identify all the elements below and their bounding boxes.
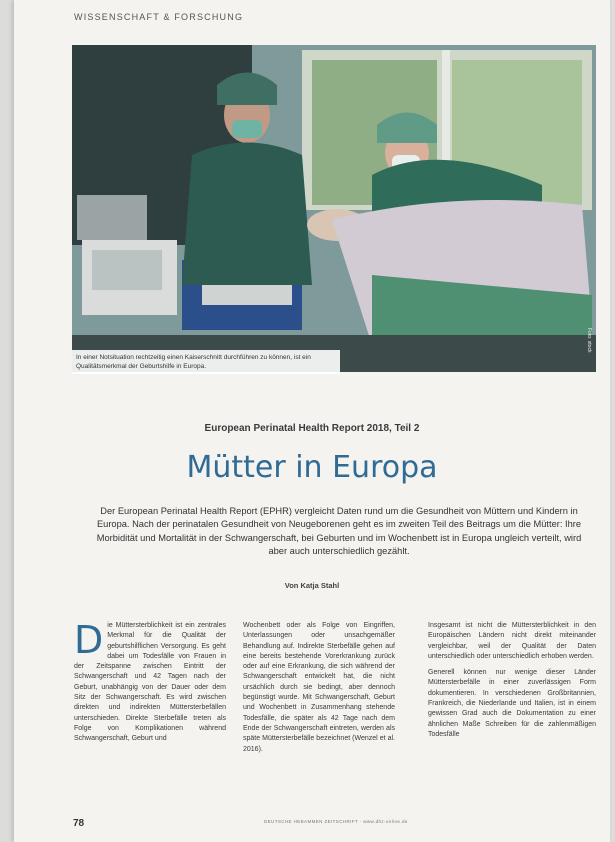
article-byline: Von Katja Stahl xyxy=(284,581,340,590)
article-column-1 xyxy=(74,618,226,745)
article-lede: Der European Perinatal Health Report (EPHR) vergleicht Daten rund um die Gesundheit von Müttern und Kindern in Europa. Nach der perinatalen Gesundheit von Neugeborenen geht es im zweiten Teil des Beitrags um die Mütter: Ihre Morbidität und Mortalität in der Schwangerschaft, bei Geburten und im Wochenbett ist in Europa ungleich verteilt, wird aber auch unterschiedlich gezählt. xyxy=(96,506,582,556)
column-3-paragraph-2: Generell können nur wenige dieser Länder Müttersterbefälle in einer zuverlässigen Form dokumentieren. In verschiedenen Großbritannien, Frankreich, die Niederlande und Italien, ist in einem gewissen Grad auch die Dokumentation zu einer ähnlichen Maße Schreiben für die zahlenmäßigen Todesfälle xyxy=(428,669,596,738)
page-number: 78 xyxy=(73,818,85,829)
running-footer: DEUTSCHE HEBAMMEN ZEITSCHRIFT · www.dhz-online.de xyxy=(264,819,408,824)
article-column-3 xyxy=(428,621,596,740)
article-photo xyxy=(72,45,596,372)
drop-cap: D xyxy=(74,618,104,662)
section-label: WISSENSCHAFT & FORSCHUNG xyxy=(74,12,244,22)
magazine-page xyxy=(14,0,610,842)
column-1-text: ie Müttersterblichkeit ist ein zentrales Merkmal für die Qualität der geburtshilflichen Versorgung. Es geht dabei um Todesfälle von Frauen in der Zeitspanne zwischen Eintritt der Schwangerschaft und 42 Tagen nach der Geburt, unabhängig von der Dauer oder dem Sitz der Schwangerschaft. Es wird zwischen direkten und indirekten Müttersterbefällen unterschieden. Direkte Sterbefälle treten als Folge von Komplikationen während Schwangerschaft, Geburt und xyxy=(74,622,226,743)
photo-caption: In einer Notsituation rechtzeitig einen Kaiserschnitt durchführen zu können, ist ein Qualitätsmerkmal der Geburtshilfe in Europa. xyxy=(72,350,340,374)
operating-room-illustration xyxy=(72,45,596,372)
article-headline: Mütter in Europa xyxy=(186,450,438,485)
article-kicker: European Perinatal Health Report 2018, Teil 2 xyxy=(204,423,420,434)
photo-credit: Foto: stock xyxy=(586,327,592,352)
article-column-2 xyxy=(243,621,395,755)
column-2-text: Wochenbett oder als Folge von Eingriffen, Unterlassungen oder unsachgemäßer Behandlung auf. Indirekte Sterbefälle gehen auf eine bereits bestehende Vorerkrankung zurück oder auf eine Erkrankung, die sich während der Schwangerschaft entwickelt hat, die nicht ursächlich durch sie bedingt, aber dennoch begünstigt wurde. Mit Schwangerschaft, Geburt und Wochenbett in Zusammenhang stehende Todesfälle, die später als 42 Tage nach dem Ende der Schwangerschaft eintreten, werden als späte Müttersterbefälle bezeichnet (Wenzel et al. 2016). xyxy=(243,622,395,753)
column-3-paragraph-1: Insgesamt ist nicht die Müttersterblichkeit in den Europäischen Ländern nicht direkt miteinander vergleichbar, weil der Qualität der Daten unterschiedlich oder unterschiedlich erhoben werden. xyxy=(428,622,596,660)
